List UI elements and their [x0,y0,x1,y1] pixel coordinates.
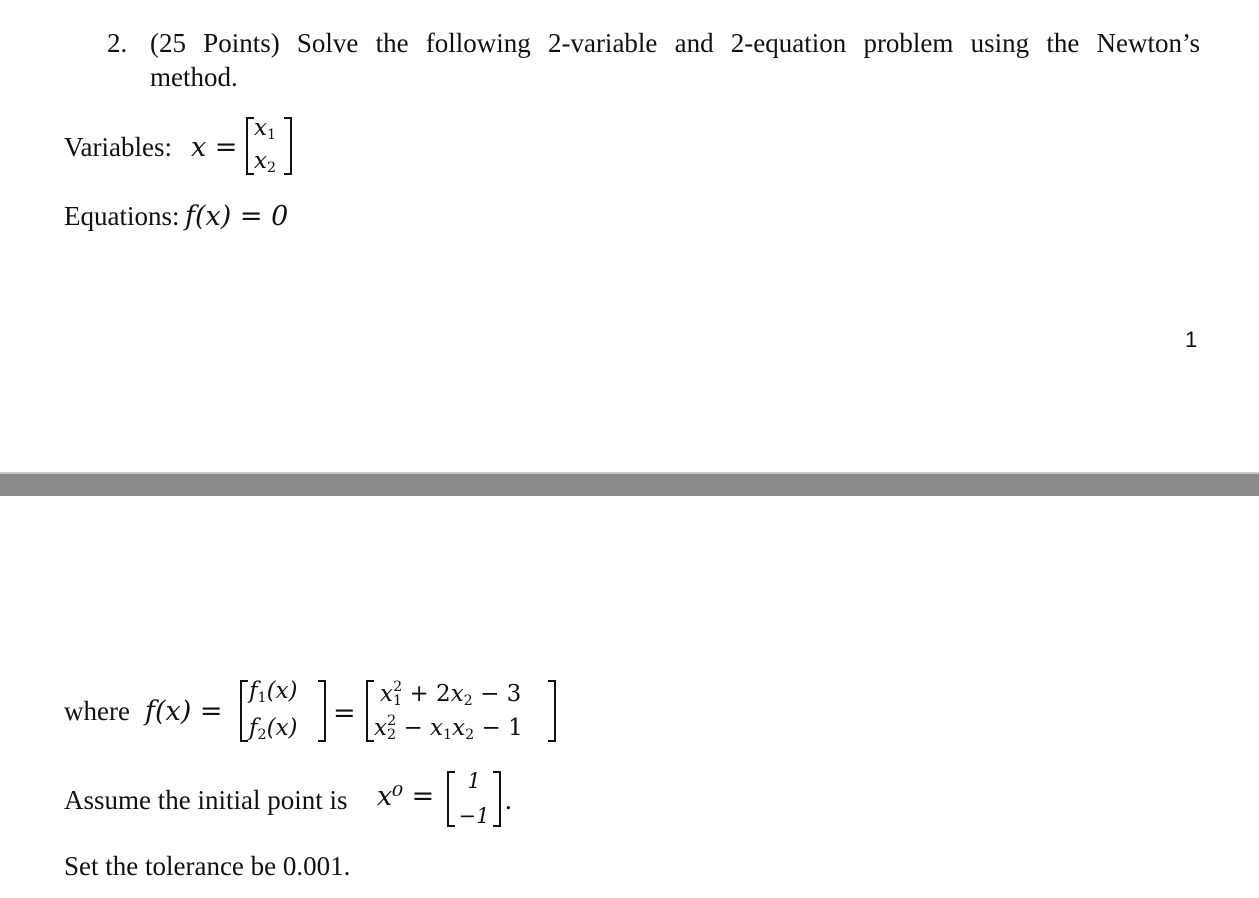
variables-label: Variables: [64,132,172,162]
equations-expression: f(x) = 0 [185,201,289,232]
initial-point-x1: 1 [467,769,481,793]
where-label: where [64,696,130,726]
initial-point-period: . [505,785,512,815]
component-f2: $f_2(x)$ [249,714,298,743]
initial-point-symbol: x⁰ = [377,781,435,812]
expression-f1: $x_1^2 + 2x_2 - 3$ [380,679,522,709]
variable-x1: $x_1$ [254,115,277,143]
expression-f2: $x_2^2 - x_1x_2 - 1$ [374,712,523,743]
initial-point-x2: −1 [458,804,490,828]
function-lhs: f(x) = [145,696,223,727]
tolerance-text: Set the tolerance be 0.001. [64,851,351,881]
initial-point-vector [447,771,501,827]
problem-statement-line-1: (25 Points) Solve the following 2-variable and 2-equation problem using the Newton’s [150,28,1200,58]
variables-vector [246,117,292,175]
function-expression-vector [366,680,556,742]
problem-statement-line-2: method. [150,62,238,92]
initial-point-text: Assume the initial point is [64,785,348,815]
page-number: 1 [1185,327,1198,352]
variable-x2: $x_2$ [254,147,277,176]
function-equals: = [333,698,356,729]
problem-number: 2. [107,28,128,58]
equations-label: Equations: [64,201,180,231]
function-component-vector [240,680,326,742]
variables-lhs: x = [191,132,238,163]
page-break-divider [0,472,1259,496]
component-f1: $f_1(x)$ [249,678,298,706]
